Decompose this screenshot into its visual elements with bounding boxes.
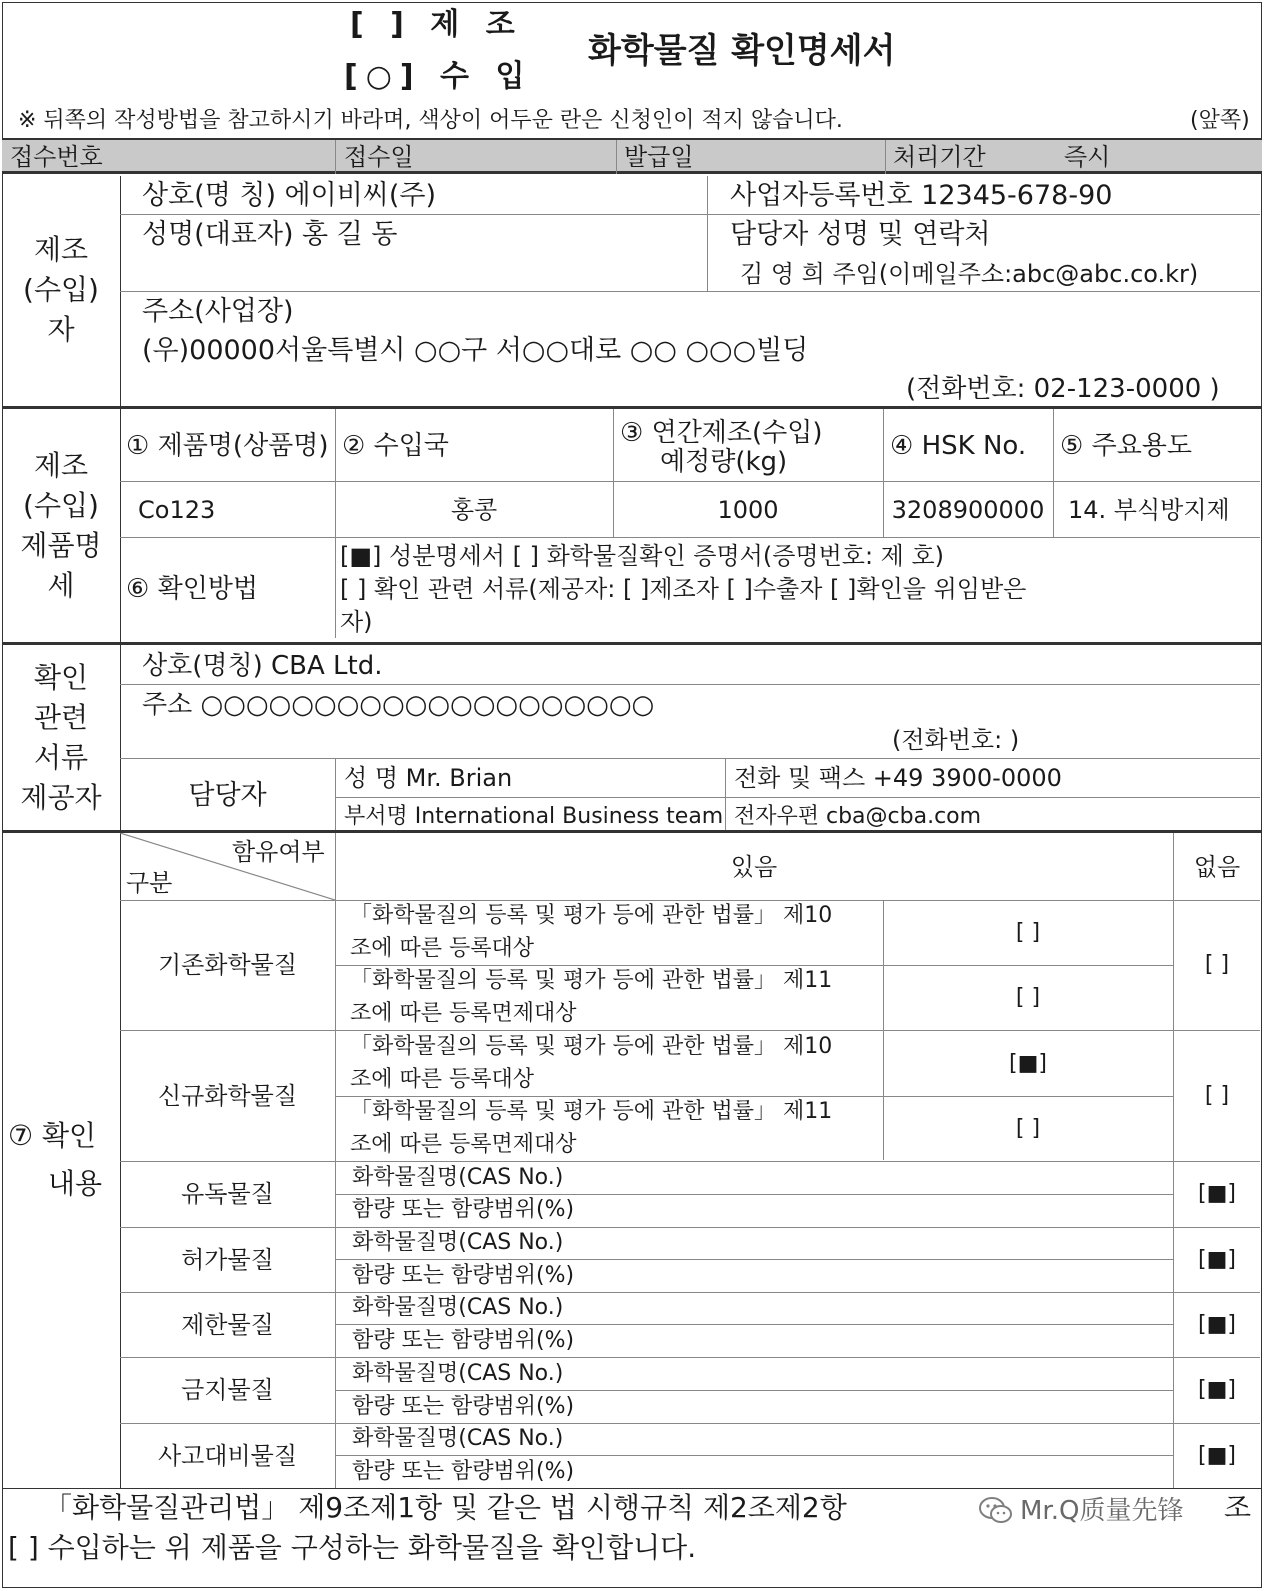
accident-cas: 화학물질명(CAS No.) — [352, 1426, 564, 1451]
existing-law10-checkbox[interactable]: [ ] — [1015, 920, 1041, 945]
footer-line1: 「화학물질관리법」 제9조제1항 및 같은 법 시행규칙 제2조제2항 — [44, 1491, 847, 1524]
provider-section-l3: 서류 — [33, 741, 89, 774]
new-law10-checkbox[interactable]: [■] — [1009, 1051, 1047, 1076]
header-hsk: ④ HSK No. — [890, 431, 1027, 461]
maker-rep: 성명(대표자) 홍 길 동 — [142, 219, 398, 250]
provider-section-l1: 확인 — [33, 661, 89, 694]
header-product-name: ① 제품명(상품명) — [126, 431, 329, 461]
accident-pct: 함량 또는 함량범위(%) — [352, 1459, 575, 1484]
new-law11-checkbox[interactable]: [ ] — [1015, 1116, 1041, 1141]
row-accident: 사고대비물질 — [157, 1442, 298, 1470]
existing-none-checkbox[interactable]: [ ] — [1204, 952, 1230, 977]
maker-contact-label: 담당자 성명 및 연락처 — [730, 219, 991, 250]
receipt-no-label: 접수번호 — [10, 143, 103, 171]
restricted-pct: 함량 또는 함량범위(%) — [352, 1328, 575, 1353]
value-import-country: 홍콩 — [450, 496, 498, 524]
manufacture-option: [ ] 제 조 — [350, 7, 523, 42]
receipt-date-label: 접수일 — [344, 143, 414, 171]
provider-name: 성 명 Mr. Brian — [344, 764, 513, 792]
form-title: 화학물질 확인명세서 — [588, 31, 896, 71]
provider-section-l2: 관련 — [33, 701, 89, 734]
existing-law10-a: 「화학물질의 등록 및 평가 등에 관한 법률」 제10 — [350, 903, 833, 928]
page-side: (앞쪽) — [1190, 108, 1250, 133]
wechat-icon — [978, 1496, 1014, 1526]
row-new: 신규화학물질 — [157, 1082, 298, 1110]
method-line2: [ ] 확인 관련 서류(제공자: [ ]제조자 [ ]수출자 [ ]확인을 위임받은 — [340, 575, 1027, 603]
import-option: [○] 수 입 — [344, 59, 533, 94]
permit-pct: 함량 또는 함량범위(%) — [352, 1263, 575, 1288]
maker-addr-label: 주소(사업장) — [142, 296, 294, 327]
provider-person-label: 담당자 — [188, 780, 267, 811]
maker-addr-value: (우)00000서울특별시 ○○구 서○○대로 ○○ ○○○빌딩 — [142, 335, 809, 366]
confirm-section-l1: ⑦ 확인 — [8, 1119, 97, 1152]
existing-law11-checkbox[interactable]: [ ] — [1015, 985, 1041, 1010]
restricted-none-checkbox[interactable]: [■] — [1198, 1312, 1236, 1337]
provider-tel: 전화 및 팩스 +49 3900-0000 — [734, 764, 1062, 792]
provider-company: 상호(명칭) CBA Ltd. — [142, 651, 383, 681]
new-law10-a: 「화학물질의 등록 및 평가 등에 관한 법률」 제10 — [350, 1034, 833, 1059]
existing-law11-b: 조에 따른 등록면제대상 — [350, 1001, 577, 1026]
confirm-section-l2: 내용 — [48, 1167, 103, 1200]
method-line1: [■] 성분명세서 [ ] 화학물질확인 증명서(증명번호: 제 호) — [340, 542, 945, 570]
period-value: 즉시 — [1064, 143, 1111, 171]
col-no: 없음 — [1193, 853, 1241, 881]
toxic-none-checkbox[interactable]: [■] — [1198, 1181, 1236, 1206]
product-section-l3: 제품명 — [20, 529, 102, 562]
value-annual-qty: 1000 — [717, 496, 779, 524]
maker-contact-value: 김 영 희 주임(이메일주소:abc@abc.co.kr) — [740, 260, 1199, 288]
new-law10-b: 조에 따른 등록대상 — [350, 1067, 535, 1092]
provider-email: 전자우편 cba@cba.com — [734, 804, 982, 829]
product-section-l4: 세 — [47, 569, 75, 602]
col-yes: 있음 — [730, 853, 778, 881]
col-hamyu: 함유여부 — [232, 838, 325, 866]
maker-section-l2: (수입) — [23, 273, 99, 306]
provider-section-l4: 제공자 — [20, 781, 102, 814]
banned-pct: 함량 또는 함량범위(%) — [352, 1394, 575, 1419]
issue-date-label: 발급일 — [624, 143, 694, 171]
product-section-l1: 제조 — [33, 449, 89, 482]
maker-company: 상호(명 칭) 에이비씨(주) — [142, 180, 437, 211]
value-hsk: 3208900000 — [891, 496, 1045, 524]
footer-line1-end: 조 — [1224, 1491, 1252, 1524]
method-line3: 자) — [340, 608, 373, 636]
banned-none-checkbox[interactable]: [■] — [1198, 1377, 1236, 1402]
product-section-l2: (수입) — [23, 489, 99, 522]
value-usage: 14. 부식방지제 — [1068, 496, 1230, 524]
col-gubun: 구분 — [126, 869, 173, 897]
watermark-text: Mr.Q质量先锋 — [1020, 1496, 1184, 1526]
method-label: ⑥ 확인방법 — [126, 574, 259, 604]
header-annual-qty-2: 예정량(kg) — [660, 447, 788, 477]
provider-addr: 주소 ○○○○○○○○○○○○○○○○○○○○ — [142, 690, 655, 720]
provider-phone: (전화번호: ) — [892, 726, 1020, 754]
toxic-pct: 함량 또는 함량범위(%) — [352, 1197, 575, 1222]
header-usage: ⑤ 주요용도 — [1060, 431, 1193, 461]
value-product-name: Co123 — [138, 496, 216, 524]
accident-none-checkbox[interactable]: [■] — [1198, 1443, 1236, 1468]
header-import-country: ② 수입국 — [342, 431, 449, 461]
existing-law11-a: 「화학물질의 등록 및 평가 등에 관한 법률」 제11 — [350, 968, 833, 993]
provider-dept: 부서명 International Business team — [344, 804, 724, 829]
maker-phone: (전화번호: 02-123-0000 ) — [906, 374, 1220, 404]
row-permit: 허가물질 — [181, 1246, 274, 1274]
existing-law10-b: 조에 따른 등록대상 — [350, 936, 535, 961]
row-toxic: 유독물질 — [181, 1180, 274, 1208]
form-note: ※ 뒤쪽의 작성방법을 참고하시기 바라며, 색상이 어두운 란은 신청인이 적지 않습니다. — [18, 108, 843, 133]
toxic-cas: 화학물질명(CAS No.) — [352, 1165, 564, 1190]
permit-none-checkbox[interactable]: [■] — [1198, 1247, 1236, 1272]
restricted-cas: 화학물질명(CAS No.) — [352, 1295, 564, 1320]
maker-bizno: 사업자등록번호 12345-678-90 — [730, 180, 1113, 211]
row-existing: 기존화학물질 — [157, 951, 298, 979]
banned-cas: 화학물질명(CAS No.) — [352, 1361, 564, 1386]
new-law11-a: 「화학물질의 등록 및 평가 등에 관한 법률」 제11 — [350, 1099, 833, 1124]
row-banned: 금지물질 — [181, 1376, 274, 1404]
new-law11-b: 조에 따른 등록면제대상 — [350, 1132, 577, 1157]
permit-cas: 화학물질명(CAS No.) — [352, 1230, 564, 1255]
footer-line2: [ ] 수입하는 위 제품을 구성하는 화학물질을 확인합니다. — [8, 1531, 697, 1564]
row-restricted: 제한물질 — [181, 1311, 274, 1339]
header-annual-qty-1: ③ 연간제조(수입) — [620, 418, 823, 448]
new-none-checkbox[interactable]: [ ] — [1204, 1083, 1230, 1108]
maker-section-l3: 자 — [47, 313, 75, 346]
period-label: 처리기간 — [893, 143, 986, 171]
maker-section-l1: 제조 — [33, 233, 89, 266]
